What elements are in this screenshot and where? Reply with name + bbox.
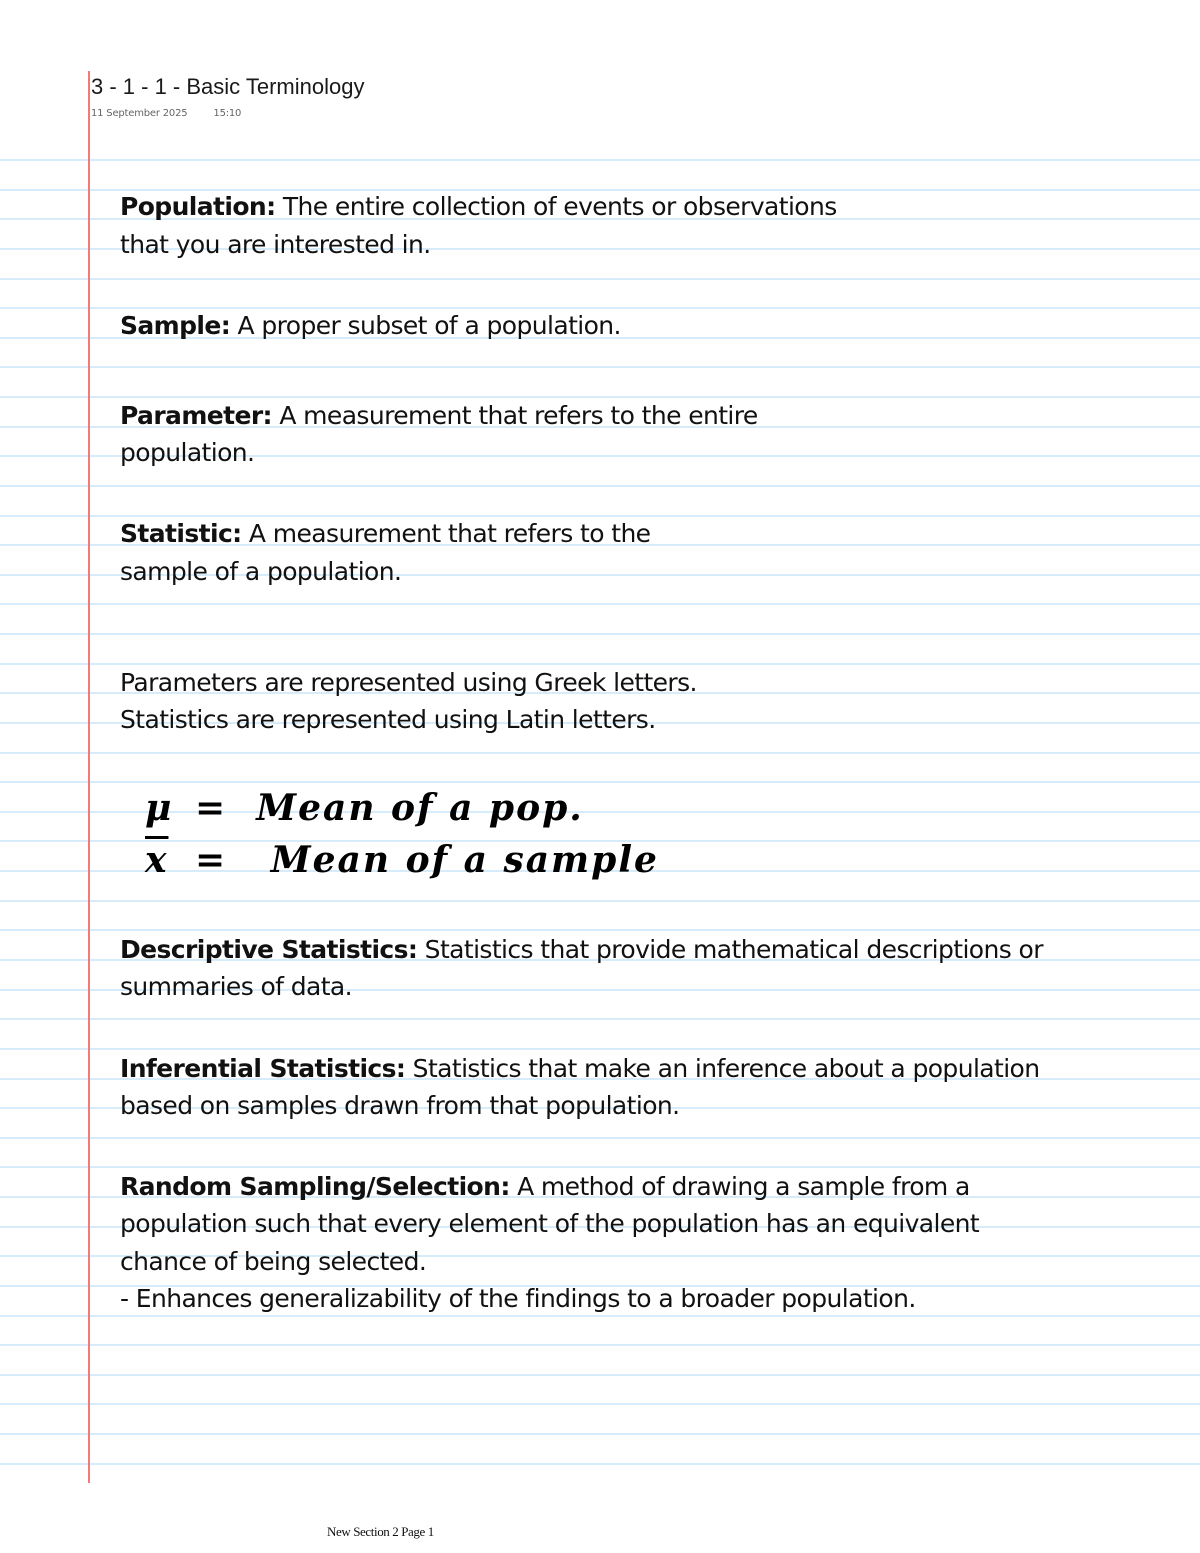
ruled-line — [0, 366, 1200, 368]
definition-population-cont: that you are interested in. — [120, 230, 431, 259]
term-label: Inferential Statistics: — [120, 1054, 406, 1083]
ruled-line — [0, 781, 1200, 783]
margin-line — [88, 71, 90, 1483]
page-date: 11 September 2025 — [91, 108, 188, 119]
ruled-line — [0, 1463, 1200, 1465]
page-timestamp — [91, 108, 241, 119]
definition-descriptive-cont: summaries of data. — [120, 972, 352, 1001]
definition-parameter-cont: population. — [120, 438, 255, 467]
handwritten-line-xbar — [145, 840, 659, 880]
definition-inferential-statistics: Inferential Statistics: Statistics that make an inference about a population — [120, 1054, 1040, 1083]
ruled-line — [0, 752, 1200, 754]
definition-random-cont: chance of being selected. — [120, 1247, 427, 1276]
page-footer: New Section 2 Page 1 — [327, 1524, 434, 1539]
ruled-line — [0, 663, 1200, 665]
definition-statistic: Statistic: A measurement that refers to the — [120, 519, 651, 548]
definition-sample: Sample: A proper subset of a population. — [120, 311, 621, 340]
mu-symbol: μ — [145, 787, 174, 829]
ruled-line — [0, 1137, 1200, 1139]
ruled-line — [0, 515, 1200, 517]
term-label: Descriptive Statistics: — [120, 935, 418, 964]
x-bar-symbol: $\overline{x}$ — [145, 839, 169, 881]
ruled-line — [0, 900, 1200, 902]
equals-sign: = — [195, 839, 228, 881]
ruled-line — [0, 1315, 1200, 1317]
ruled-line — [0, 929, 1200, 931]
term-label: Population: — [120, 192, 276, 221]
term-label: Parameter: — [120, 401, 272, 430]
definition-inferential-cont: based on samples drawn from that population. — [120, 1091, 680, 1120]
definition-population: Population: The entire collection of events or observations — [120, 192, 837, 221]
page-time: 15:10 — [213, 108, 242, 119]
ruled-line — [0, 603, 1200, 605]
definition-parameter: Parameter: A measurement that refers to the entire — [120, 401, 758, 430]
equals-sign: = — [195, 787, 228, 829]
handwritten-text: Mean of a sample — [270, 839, 659, 881]
note-greek-letters: Parameters are represented using Greek letters. — [120, 668, 697, 697]
ruled-line — [0, 1374, 1200, 1376]
page-title: 3 - 1 - 1 - Basic Terminology — [91, 74, 365, 99]
ruled-line — [0, 189, 1200, 191]
term-label: Sample: — [120, 311, 231, 340]
ruled-line — [0, 396, 1200, 398]
ruled-line — [0, 485, 1200, 487]
definition-random-cont: population such that every element of the population has an equivalent — [120, 1209, 980, 1238]
ruled-line — [0, 278, 1200, 280]
term-label: Random Sampling/Selection: — [120, 1172, 510, 1201]
definition-random-sampling: Random Sampling/Selection: A method of drawing a sample from a — [120, 1172, 970, 1201]
ruled-line — [0, 307, 1200, 309]
ruled-line — [0, 1403, 1200, 1405]
bullet-generalizability: - Enhances generalizability of the findings to a broader population. — [120, 1284, 916, 1313]
ruled-line — [0, 159, 1200, 161]
definition-statistic-cont: sample of a population. — [120, 557, 402, 586]
ruled-line — [0, 1166, 1200, 1168]
ruled-line — [0, 1018, 1200, 1020]
definition-descriptive-statistics: Descriptive Statistics: Statistics that provide mathematical descriptions or — [120, 935, 1043, 964]
term-label: Statistic: — [120, 519, 242, 548]
ruled-line — [0, 1433, 1200, 1435]
ruled-line — [0, 633, 1200, 635]
ruled-line — [0, 1048, 1200, 1050]
handwritten-line-mu — [145, 788, 584, 828]
note-latin-letters: Statistics are represented using Latin letters. — [120, 705, 656, 734]
ruled-line — [0, 1344, 1200, 1346]
handwritten-text: Mean of a pop. — [256, 787, 584, 829]
